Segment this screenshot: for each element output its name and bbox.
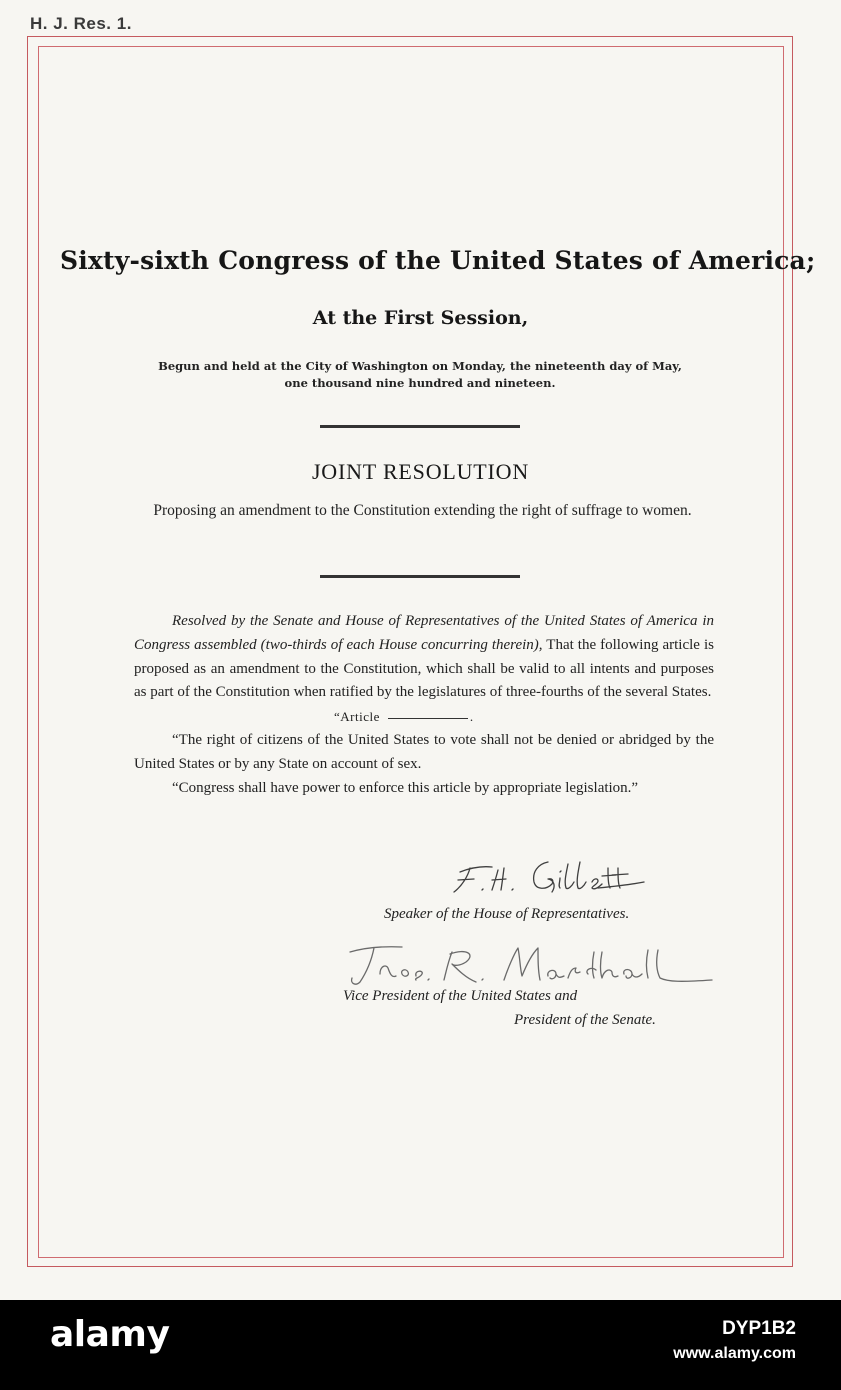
resolution-number: H. J. Res. 1. — [30, 14, 132, 33]
begun-line-2: one thousand nine hundred and nineteen. — [284, 376, 556, 390]
congress-heading: Sixty-sixth Congress of the United States of America; — [60, 246, 816, 275]
article-label: “Article — [334, 709, 380, 725]
vice-president-title: Vice President of the United States and — [343, 988, 578, 1004]
article-heading — [134, 705, 714, 729]
image-id: DYP1B2 — [722, 1318, 796, 1339]
alamy-logo: alamy — [50, 1314, 170, 1355]
resolved-intro: Resolved by the Senate and House of Representatives of the United States of America in Congress assembled (two-thirds of each House concurring therein), — [134, 613, 714, 653]
resolved-clause — [134, 610, 714, 705]
watermark-url: www.alamy.com — [673, 1345, 796, 1362]
double-rule-divider — [320, 575, 520, 578]
begun-statement — [120, 358, 720, 392]
double-rule-divider — [320, 425, 520, 428]
resolved-text: That the following article is proposed as an amendment to the Constitution, which shall be valid to all intents and purposes as part of the Constitution when ratified by the legislatures of three-fourths of the several States. — [134, 636, 714, 701]
senate-president-title: President of the Senate. — [514, 1012, 656, 1028]
joint-resolution-title: JOINT RESOLUTION — [311, 459, 530, 484]
resolution-body — [134, 610, 714, 800]
speaker-title: Speaker of the House of Representatives. — [384, 906, 630, 922]
article-blank-line — [388, 718, 468, 719]
speaker-signature — [448, 850, 668, 900]
joint-resolution-subtitle: Proposing an amendment to the Constitution extending the right of suffrage to women. — [153, 502, 692, 519]
article-section-2: “Congress shall have power to enforce this article by appropriate legislation.” — [172, 779, 639, 796]
article-section-1: “The right of citizens of the United States to vote shall not be denied or abridged by the United States or by any State on account of sex. — [134, 731, 714, 772]
begun-line-1: Begun and held at the City of Washington on Monday, the nineteenth day of May, — [158, 359, 682, 373]
session-heading: At the First Session, — [312, 307, 529, 329]
article-suffix: . — [469, 709, 474, 725]
